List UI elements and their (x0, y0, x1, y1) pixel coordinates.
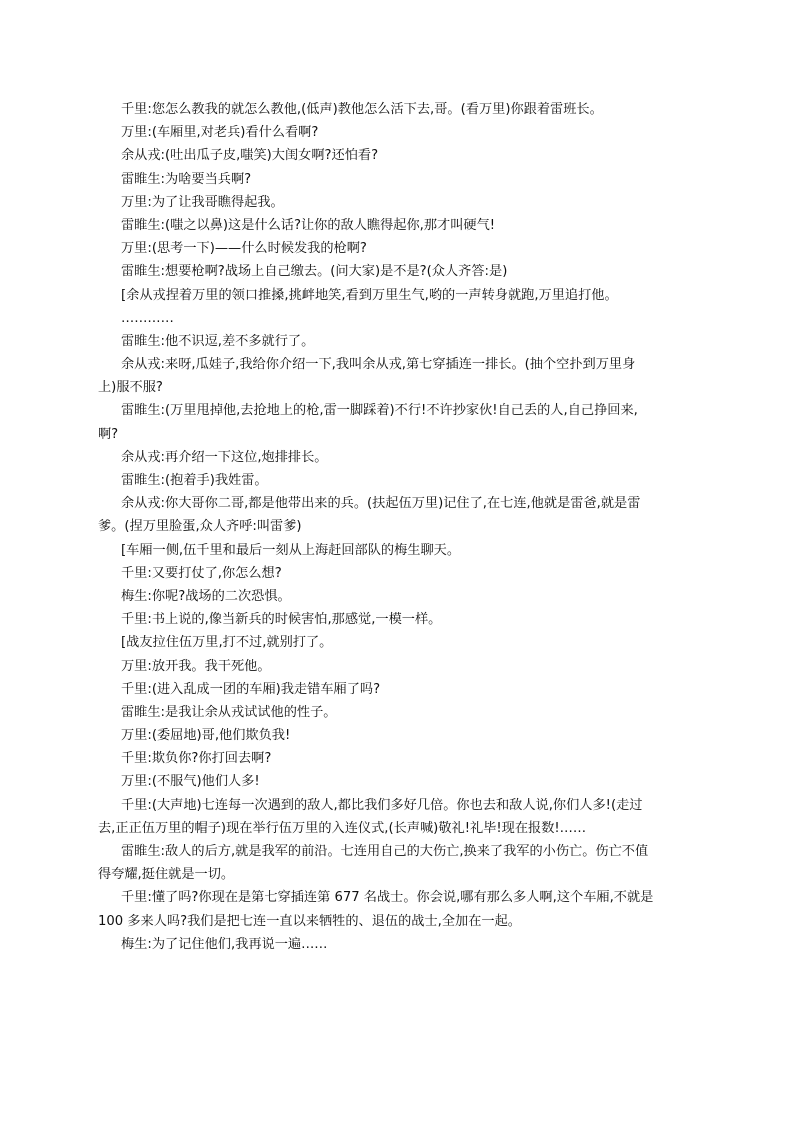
text-line: 爹。(捏万里脸蛋,众人齐呼:叫雷爹) (98, 519, 302, 535)
text-line: 雷睢生:(嗤之以鼻)这是什么话?让你的敌人瞧得起你,那才叫硬气! (121, 217, 496, 233)
text-line: 余从戎:(吐出瓜子皮,嗤笑)大闺女啊?还怕看? (121, 148, 379, 164)
text-line: 千里:(大声地)七连每一次遇到的敌人,都比我们多好几倍。你也去和敌人说,你们人多!(走过 (121, 797, 643, 813)
text-line: 千里:书上说的,像当新兵的时候害怕,那感觉,一模一样。 (121, 612, 442, 628)
text-line: 余从戎:再介绍一下这位,炮排排长。 (121, 449, 328, 465)
text-line: 千里:懂了吗?你现在是第七穿插连第 677 名战士。你会说,哪有那么多人啊,这个车厢,不就是 (121, 890, 654, 906)
text-line: 余从戎:来呀,瓜娃子,我给你介绍一下,我叫余从戎,第七穿插连一排长。(抽个空扑到万里身 (121, 357, 636, 373)
text-line: 100 多来人吗?我们是把七连一直以来牺牲的、退伍的战士,全加在一起。 (98, 913, 521, 929)
text-line: 千里:欺负你?你打回去啊? (121, 751, 272, 767)
text-line: 雷睢生:是我让余从戎试试他的性子。 (121, 704, 337, 720)
text-line: 啊? (98, 426, 119, 442)
text-line: 雷睢生:敌人的后方,就是我军的前沿。七连用自己的大伤亡,换来了我军的小伤亡。伤亡不值 (121, 844, 649, 859)
text-line: 千里:又要打仗了,你怎么想? (121, 565, 282, 581)
text-line: 上)服不服? (98, 380, 163, 396)
text-line: 雷睢生:为啥要当兵啊? (121, 171, 252, 187)
text-line: 千里:(进入乱成一团的车厢)我走错车厢了吗? (121, 681, 381, 697)
text-line: [余从戎捏着万里的领口推搡,挑衅地笑,看到万里生气,哟的一声转身就跑,万里追打他。 (121, 287, 618, 303)
text-line: 万里:(车厢里,对老兵)看什么看啊? (121, 125, 319, 141)
text-line: 万里:放开我。我干死他。 (121, 658, 271, 674)
text-line: 雷睢生:想要枪啊?战场上自己缴去。(问大家)是不是?(众人齐答:是) (121, 264, 508, 280)
text-line: 万里:(委屈地)哥,他们欺负我! (121, 728, 291, 744)
text-line: 千里:您怎么教我的就怎么教他,(低声)教他怎么活下去,哥。(看万里)你跟着雷班长。 (121, 102, 603, 117)
text-line: 余从戎:你大哥你二哥,都是他带出来的兵。(扶起伍万里)记住了,在七连,他就是雷爸,就是雷 (121, 496, 641, 512)
text-line: [车厢一侧,伍千里和最后一刻从上海赶回部队的梅生聊天。 (121, 542, 461, 558)
script-text (98, 98, 702, 956)
text-line: 梅生:为了记住他们,我再说一遍…… (121, 936, 328, 952)
text-line: ………… (121, 310, 174, 326)
text-line: 万里:(思考一下)——什么时候发我的枪啊? (121, 241, 367, 257)
text-line: 雷睢生:(抱着手)我姓雷。 (121, 473, 268, 488)
text-line: 梅生:你呢?战场的二次恐惧。 (121, 588, 291, 604)
text-line: [战友拉住伍万里,打不过,就别打了。 (121, 635, 333, 651)
text-line: 雷睢生:(万里甩掉他,去抢地上的枪,雷一脚踩着)不行!不许抄家伙!自己丢的人,自己挣回来, (121, 403, 638, 419)
text-line: 万里:为了让我哥瞧得起我。 (121, 194, 284, 210)
text-line: 得夸耀,挺住就是一切。 (98, 867, 235, 883)
text-line: 雷睢生:他不识逗,差不多就行了。 (121, 333, 315, 349)
text-line: 万里:(不服气)他们人多! (121, 774, 260, 790)
text-line: 去,正正伍万里的帽子)现在举行伍万里的入连仪式,(长声喊)敬礼!礼毕!现在报数!…… (98, 820, 587, 836)
